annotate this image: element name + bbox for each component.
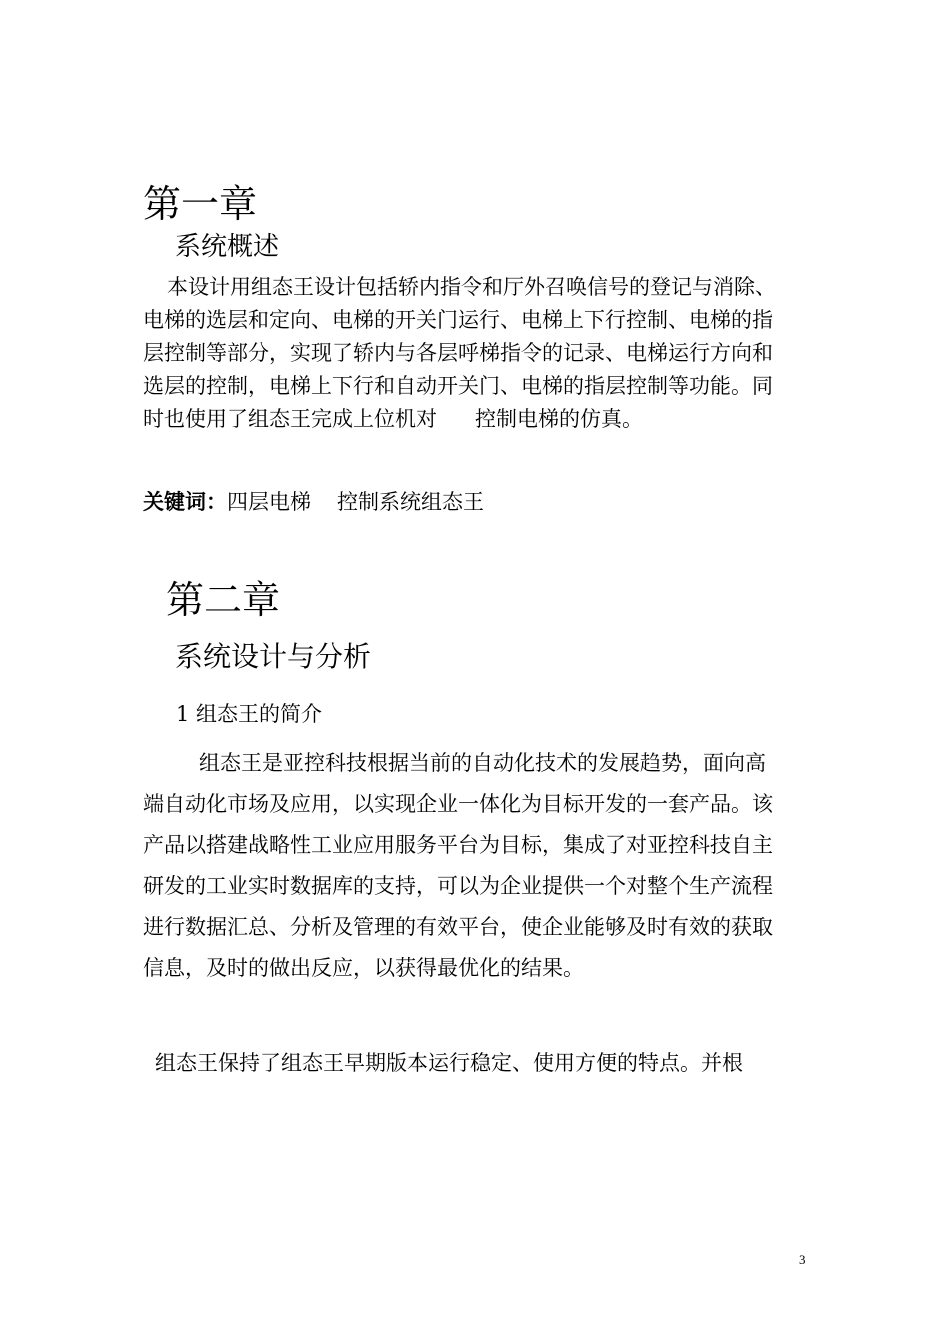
chapter-2-title: 第二章 [166, 578, 281, 622]
chapter-2-paragraph [143, 743, 813, 989]
paragraph-line: 研发的工业实时数据库的支持，可以为企业提供一个对整个生产流程 [143, 874, 773, 898]
chapter-1-title: 第一章 [143, 182, 258, 226]
paragraph-fragment: 控制电梯的仿真。 [475, 407, 643, 431]
paragraph-line: 端自动化市场及应用，以实现企业一体化为目标开发的一套产品。该 [143, 792, 773, 816]
chapter-2-paragraph-2: 组态王保持了组态王早期版本运行稳定、使用方便的特点。并根 [155, 1051, 743, 1075]
paragraph-line: 信息，及时的做出反应，以获得最优化的结果。 [143, 956, 584, 980]
paragraph-line: 组态王是亚控科技根据当前的自动化技术的发展趋势，面向高 [157, 751, 766, 775]
keywords-line [143, 486, 484, 518]
paragraph-line: 电梯的选层和定向、电梯的开关门运行、电梯上下行控制、电梯的指 [143, 308, 773, 332]
paragraph-line: 本设计用组态王设计包括轿内指令和厅外召唤信号的登记与消除、 [167, 275, 776, 299]
page-number: 3 [799, 1252, 806, 1267]
chapter-1-paragraph [143, 271, 813, 436]
paragraph-line-last [143, 403, 813, 436]
paragraph-line: 产品以搭建战略性工业应用服务平台为目标，集成了对亚控科技自主 [143, 833, 773, 857]
paragraph-line: 进行数据汇总、分析及管理的有效平台，使企业能够及时有效的获取 [143, 915, 773, 939]
chapter-2-subtitle: 系统设计与分析 [175, 640, 372, 673]
paragraph-line: 层控制等部分，实现了轿内与各层呼梯指令的记录、电梯运行方向和 [143, 341, 773, 365]
paragraph-fragment: 时也使用了组态王完成上位机对 [143, 407, 437, 431]
keywords-value: 四层电梯 [227, 490, 311, 514]
keywords-value: 控制系统组态王 [337, 490, 484, 514]
section-1-title: 1 组态王的简介 [176, 702, 323, 726]
chapter-1-subtitle: 系统概述 [175, 232, 280, 262]
keywords-label: 关键词： [143, 490, 227, 514]
paragraph-line: 选层的控制，电梯上下行和自动开关门、电梯的指层控制等功能。同 [143, 374, 773, 398]
